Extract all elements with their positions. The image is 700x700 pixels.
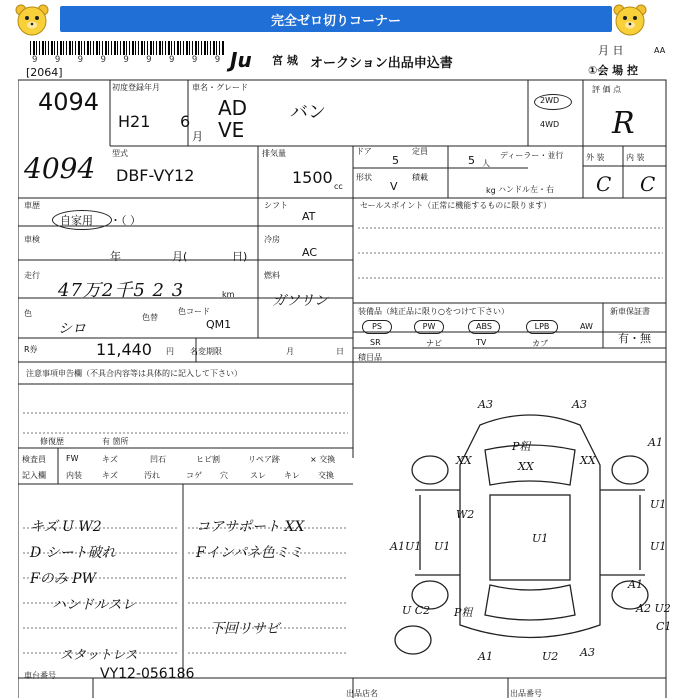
mark-p-rough: P粗: [512, 440, 531, 453]
recycle-unit: 円: [166, 347, 174, 356]
shape-value: V: [390, 180, 398, 193]
footer-number: 出品番号: [510, 689, 542, 698]
first-reg-month: 6: [180, 112, 191, 131]
aircon-value: AC: [302, 246, 318, 259]
inspector-row1-4: リペア跡: [248, 455, 280, 464]
equip-aw: AW: [580, 322, 593, 331]
mark-a1-rear: A1: [478, 650, 493, 663]
mark-a2u2: A2 U2: [636, 602, 671, 615]
equip-tv: TV: [476, 338, 487, 347]
color-value: シロ: [58, 321, 86, 337]
company-name: 宮 城: [272, 54, 298, 67]
inspection-label: 車検: [24, 235, 40, 244]
repair-label: 修復歴: [40, 437, 64, 446]
mark-a1-top: A1: [648, 436, 663, 449]
usage-rest: ・（ ）: [110, 214, 141, 227]
color-label: 色: [24, 309, 32, 318]
banner: [0, 0, 700, 40]
first-reg-month-unit: 月: [192, 130, 203, 143]
first-reg-label: 初度登録年月: [112, 83, 160, 92]
notes-label: 注意事項申告欄（不具合内容等は具体的に記入して下さい）: [26, 369, 242, 378]
chassis-value: VY12-056186: [100, 666, 195, 682]
inspector-note-label: 記入欄: [22, 471, 46, 480]
mark-uc2: U C2: [402, 604, 431, 617]
usage-label: 車歴: [24, 201, 40, 210]
mileage-unit: km: [222, 290, 235, 299]
equip-abs: ABS: [468, 320, 500, 334]
inspector-row2-3: コゲ: [186, 471, 202, 480]
equip-pw: PW: [414, 320, 444, 334]
bear-mascot-icon: [12, 2, 52, 38]
mark-a3-left: A3: [478, 398, 493, 411]
grade-label: 評 価 点: [592, 85, 622, 94]
drive-4wd: 4WD: [540, 120, 560, 129]
inspector-row2-4: 穴: [220, 471, 228, 480]
mark-u2-rear: U2: [542, 650, 559, 663]
displacement-unit: cc: [334, 182, 343, 191]
handle-label: ハンドル: [498, 185, 530, 194]
inspector-row2-6: キレ: [284, 471, 300, 480]
date-code: AA: [654, 46, 666, 55]
inspector-row1-0: FW: [66, 454, 79, 463]
mark-u1-center: U1: [532, 532, 549, 545]
equip-lpb: LPB: [526, 320, 558, 334]
capacity-value: 5: [468, 154, 475, 167]
barcode-digits: 9 9 9 9 9 9 9 9 9: [32, 55, 227, 65]
capacity-unit: 人: [482, 159, 490, 168]
name-change-day: 日: [336, 347, 344, 356]
chassis-label: 車台番号: [24, 671, 56, 680]
name-change-label: 名変期限: [190, 347, 222, 356]
bear-mascot-icon: [610, 2, 650, 38]
displacement-value: 1500: [292, 168, 333, 187]
sales-point-label: セールスポイント（正常に機能するものに限ります）: [360, 201, 552, 210]
car-damage-diagram: [385, 395, 675, 675]
equip-sr: SR: [370, 338, 381, 347]
ju-logo: Ju: [230, 48, 252, 72]
lot-handwritten: 4094: [24, 152, 96, 185]
mark-xx-left: XX: [456, 454, 472, 467]
shift-label: シフト: [264, 201, 288, 210]
inspector-label: 検査員: [22, 455, 46, 464]
equipment-label: 装備品（純正品に限り○をつけて下さい）: [358, 307, 509, 316]
date-labels: 月 日: [598, 44, 624, 57]
car-name-suffix: バン: [290, 102, 326, 123]
grade-value: R: [612, 106, 635, 141]
interior-label: 内 装: [626, 153, 645, 162]
doors-value: 5: [392, 154, 399, 167]
mark-u1-right: U1: [650, 540, 667, 553]
note-2: D シート破れ: [30, 545, 116, 561]
mark-xx-right: XX: [580, 454, 596, 467]
usage-value: 自家用: [60, 214, 93, 227]
inspector-row2-5: スレ: [250, 471, 266, 480]
mark-u1-left: U1: [434, 540, 451, 553]
mark-p-rough-rear: P粗: [454, 606, 473, 619]
note-8: 下回リサビ: [210, 621, 280, 637]
mileage-label: 走行: [24, 271, 40, 280]
mark-c1: C1: [656, 620, 672, 633]
model-value: DBF-VY12: [116, 166, 195, 185]
venue-copy: ①会 場 控: [588, 64, 638, 77]
displacement-label: 排気量: [262, 149, 286, 158]
inspector-row2-7: 交換: [318, 471, 334, 480]
footer-store: 出品店名: [346, 689, 378, 698]
color-code-label: 色コード: [178, 307, 210, 316]
shift-value: AT: [302, 210, 316, 223]
doors-label: ドア: [356, 147, 372, 156]
note-5: スタットレス: [60, 648, 138, 663]
note-3: Fのみ PW: [30, 571, 96, 587]
inspection-year: 年: [110, 250, 121, 263]
repair-value: 有 箇所: [102, 437, 129, 446]
mileage-value: 47万2千5 2 3: [58, 280, 185, 301]
dealer-label: ディーラー・並行: [500, 151, 564, 160]
car-name-line1: AD: [218, 96, 248, 120]
banner-title: 完全ゼロ切りコーナー: [270, 14, 401, 29]
inspector-row1-2: 凹石: [150, 455, 166, 464]
inspector-row2-1: キズ: [102, 471, 118, 480]
aircon-label: 冷房: [264, 235, 280, 244]
equip-kabu: カブ: [532, 339, 548, 348]
banner-bar: [60, 6, 612, 32]
name-change-month: 月: [286, 347, 294, 356]
model-label: 型式: [112, 149, 128, 158]
inspection-day: 日): [232, 250, 248, 263]
equip-navi: ナビ: [426, 339, 442, 348]
car-name-line2: VE: [218, 118, 245, 142]
fuel-value: ガソリン: [272, 293, 328, 309]
inspector-row2-0: 内装: [66, 471, 82, 480]
interior-grade: C: [640, 172, 656, 196]
note-6: コアサポート XX: [196, 519, 305, 535]
exterior-label: 外 装: [586, 153, 605, 162]
inspector-row1-3: ヒビ割: [196, 455, 220, 464]
fuel-label: 燃料: [264, 271, 280, 280]
note-4: ハンドルスレ: [52, 597, 136, 613]
car-name-label: 車名・グレード: [192, 83, 248, 92]
mark-xx-center: XX: [518, 460, 534, 473]
handle-opts: 左・右: [530, 185, 554, 194]
mark-a3-right: A3: [572, 398, 587, 411]
mark-a1u1: A1U1: [390, 540, 422, 553]
mark-w2: W2: [456, 508, 475, 521]
mark-u1-upper: U1: [650, 498, 667, 511]
note-7: Fインパネ色ミミ: [196, 545, 303, 561]
newcar-value: 有・無: [618, 332, 651, 345]
color-code: QM1: [206, 318, 232, 331]
lot-number: 4094: [38, 88, 100, 116]
exterior-grade: C: [596, 172, 612, 196]
load-label: 積載: [412, 173, 428, 182]
note-1: キズ U W2: [30, 519, 102, 535]
capacity-label: 定員: [412, 147, 428, 156]
recycle-label: R券: [24, 345, 38, 354]
shape-label: 形状: [356, 173, 372, 182]
load-unit: kg: [486, 186, 496, 195]
cargo-label: 積目品: [358, 353, 382, 362]
color-change-label: 色替: [142, 313, 158, 322]
first-reg-year: H21: [118, 112, 151, 131]
recycle-value: 11,440: [96, 340, 152, 359]
mark-a3-rear: A3: [580, 646, 595, 659]
doc-code: [2064]: [26, 66, 63, 79]
inspection-month: 月(: [172, 250, 188, 263]
mark-a1-side: A1: [628, 578, 643, 591]
inspector-row1-1: キズ: [102, 455, 118, 464]
newcar-label: 新車保証書: [610, 307, 650, 316]
drive-2wd: 2WD: [540, 96, 560, 105]
inspector-row2-2: 汚れ: [144, 471, 160, 480]
equip-ps: PS: [362, 320, 392, 334]
inspector-row1-5: × 交換: [310, 455, 336, 464]
form-title: オークション出品申込書: [310, 56, 453, 71]
